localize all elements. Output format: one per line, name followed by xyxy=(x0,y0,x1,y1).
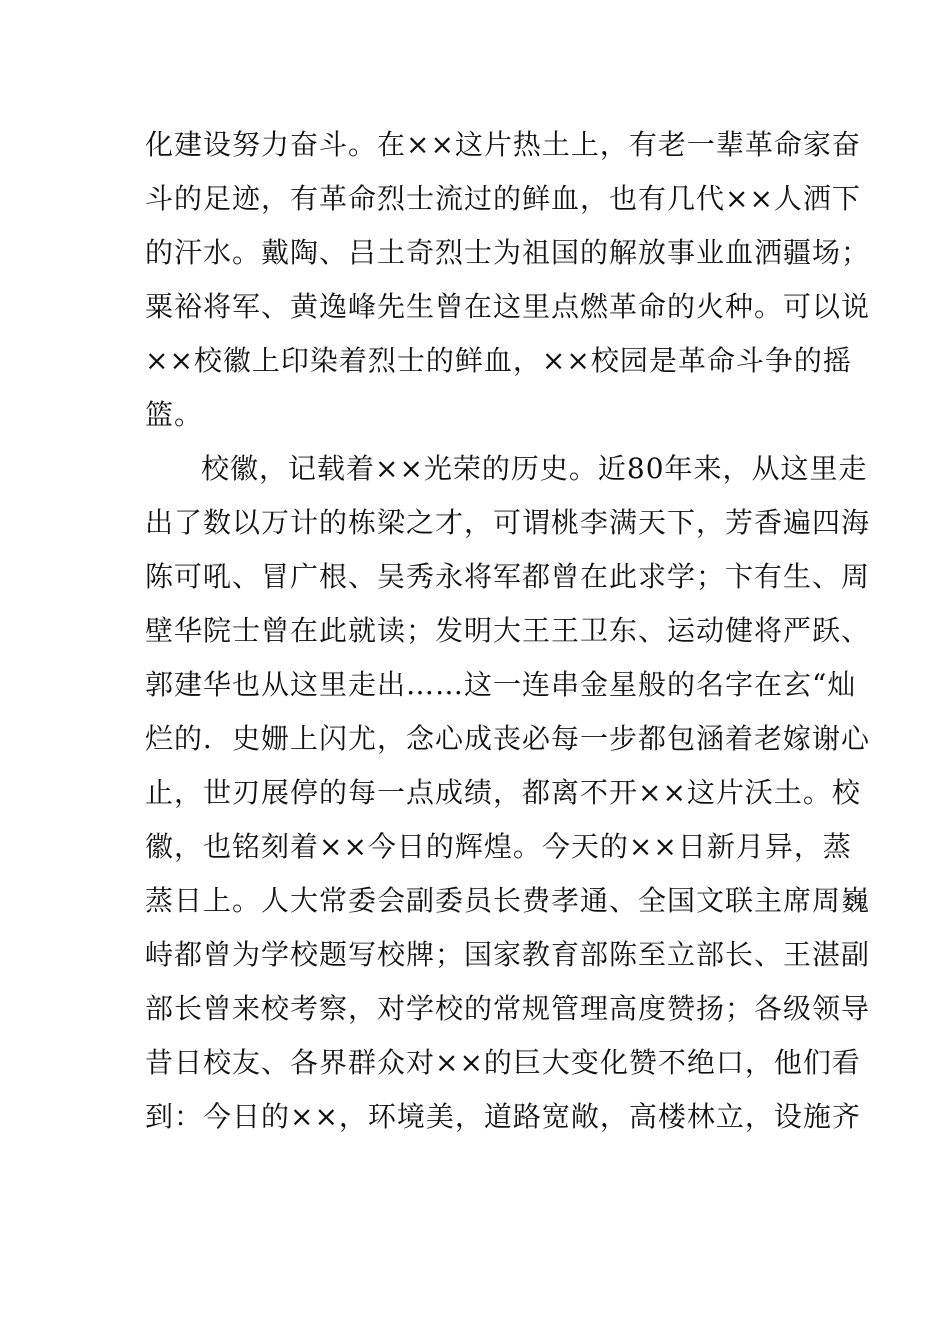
body-text xyxy=(145,118,871,1144)
text-line: 粟裕将军、黄逸峰先生曾在这里点燃革命的火种。可以说 xyxy=(145,290,871,323)
text-line: 的汗水。戴陶、吕土奇烈士为祖国的解放事业血洒疆场； xyxy=(145,236,871,269)
text-line: 壁华院士曾在此就读；发明大王王卫东、运动健将严跃、 xyxy=(145,614,871,647)
paragraph-start-line: 校徽，记载着××光荣的历史。近80年来，从这里走 xyxy=(201,452,868,485)
text-line: 烂的．史姗上闪尤，念心成丧必每一步都包涵着老嫁谢心 xyxy=(145,722,871,755)
text-line: 郭建华也从这里走出……这一连串金星般的名字在玄“灿 xyxy=(145,668,857,701)
text-line: 峙都曾为学校题写校牌；国家教育部陈至立部长、王湛副 xyxy=(145,938,871,971)
text-line: ××校徽上印染着烈士的鲜血，××校园是革命斗争的摇 xyxy=(145,344,852,377)
text-line: 篮。 xyxy=(145,398,204,431)
text-line: 昔日校友、各界群众对××的巨大变化赞不绝口，他们看 xyxy=(145,1046,861,1079)
text-line: 陈可吼、冒广根、吴秀永将军都曾在此求学；卞有生、周 xyxy=(145,560,871,593)
text-line: 斗的足迹，有革命烈士流过的鲜血，也有几代××人洒下 xyxy=(145,182,861,215)
text-line: 部长曾来校考察，对学校的常规管理高度赞扬；各级领导 xyxy=(145,992,871,1025)
text-line: 化建设努力奋斗。在××这片热土上，有老一辈革命家奋 xyxy=(145,128,861,161)
text-line: 止，世刃展停的每一点成绩，都离不开××这片沃土。校 xyxy=(145,776,861,809)
text-line: 蒸日上。人大常委会副委员长费孝通、全国文联主席周巍 xyxy=(145,884,871,917)
text-line: 徽，也铭刻着××今日的辉煌。今天的××日新月异，蒸 xyxy=(145,830,852,863)
text-line: 出了数以万计的栋梁之才，可谓桃李满天下，芳香遍四海 xyxy=(145,506,871,539)
text-line: 到：今日的××，环境美，道路宽敞，高楼林立，设施齐 xyxy=(145,1100,861,1133)
